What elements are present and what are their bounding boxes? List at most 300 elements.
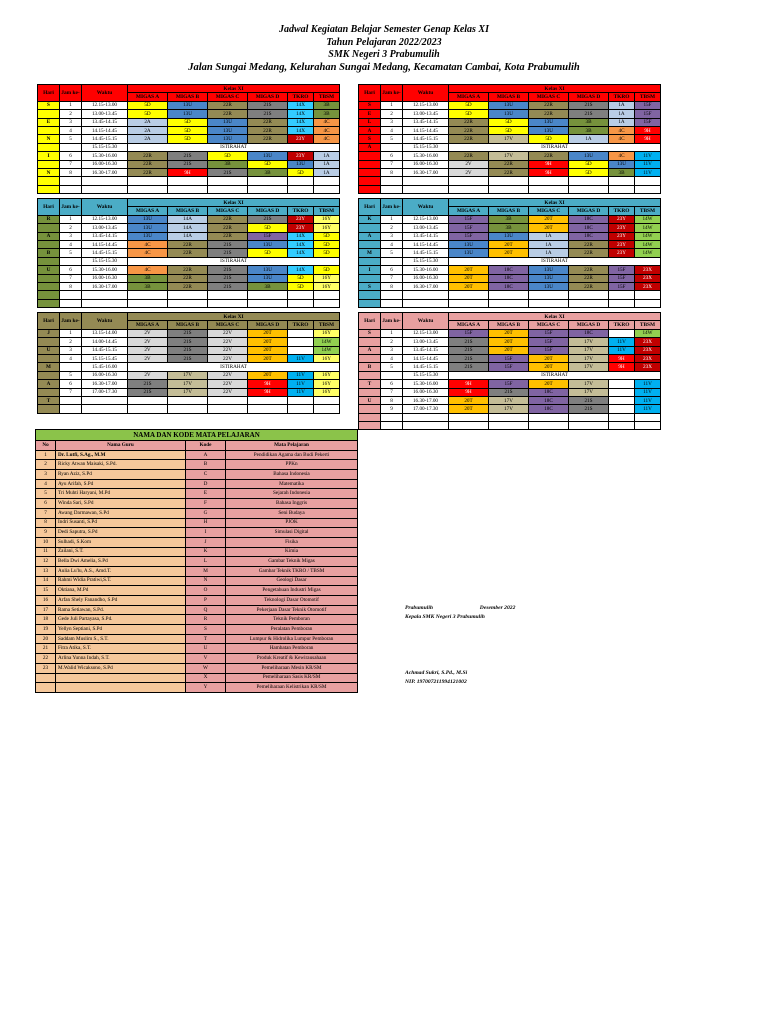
waktu-cell: 13.15-14.00: [82, 329, 128, 337]
head-class: MIGAS C: [529, 321, 569, 329]
subject-cell: 20T: [529, 354, 569, 362]
subject-cell: 14W: [635, 224, 661, 232]
subject-cell: 9H: [529, 168, 569, 176]
reference-mapel: Pendidikan Agama dan Budi Pekerti: [226, 450, 358, 460]
reference-mapel: Pekerjaan Dasar Teknik Otomotif: [226, 605, 358, 615]
reference-no: 5: [36, 489, 56, 499]
day-letter: [359, 168, 381, 176]
jam-cell: 7: [381, 388, 403, 396]
empty-cell: [288, 291, 314, 299]
empty-cell: [314, 185, 340, 193]
subject-cell: 23W: [288, 329, 314, 337]
reference-mapel: Sejarah Indonesia: [226, 489, 358, 499]
subject-cell: 4C: [128, 240, 168, 248]
subject-cell: 17V: [569, 338, 609, 346]
subject-cell: 22R: [168, 266, 208, 274]
jam-cell: 1: [60, 101, 82, 109]
subject-cell: 22R: [128, 152, 168, 160]
subject-cell: 20T: [449, 396, 489, 404]
reference-mapel: Pengetahuan Industri Migas: [226, 586, 358, 596]
empty-cell: [529, 291, 569, 299]
jam-cell: 7: [60, 160, 82, 168]
subject-cell: 9H: [168, 168, 208, 176]
empty-row: [38, 185, 340, 193]
subject-cell: 16Y: [314, 380, 340, 388]
subject-cell: 9H: [609, 354, 635, 362]
schedule-row: [38, 135, 340, 143]
subject-cell: 14W: [635, 329, 661, 337]
schedule-row: [359, 363, 661, 371]
subject-cell: 20T: [248, 371, 288, 379]
subject-cell: 11V: [635, 160, 661, 168]
head-jam: Jam ke-: [381, 199, 403, 216]
empty-cell: [128, 185, 168, 193]
reference-no: 10: [36, 537, 56, 547]
subject-cell: 1A: [314, 168, 340, 176]
reference-nama: Tri Muhti Haryani, M.Pd: [56, 489, 186, 499]
subject-cell: 9H: [529, 160, 569, 168]
jam-cell: 6: [60, 152, 82, 160]
waktu-cell: 15.30-16.00: [403, 380, 449, 388]
subject-cell: 21S: [569, 101, 609, 109]
subject-cell: 16Y: [314, 215, 340, 223]
waktu-cell: 12.15-13.00: [403, 329, 449, 337]
teacher-subject-table: [35, 429, 358, 693]
empty-cell: [449, 291, 489, 299]
subject-cell: 22R: [489, 160, 529, 168]
reference-mapel: Pemeliharaan Kelistrikan KR/SM: [226, 683, 358, 693]
head-class: TKRO: [288, 321, 314, 329]
subject-cell: 22R: [529, 152, 569, 160]
reference-kode: Y: [186, 683, 226, 693]
subject-cell: 22R: [248, 135, 288, 143]
subject-cell: 4C: [609, 126, 635, 134]
empty-cell: [529, 422, 569, 430]
empty-cell: [208, 291, 248, 299]
schedule-row: [359, 126, 661, 134]
schedule-row: [38, 346, 340, 354]
jam-cell: 1: [381, 329, 403, 337]
subject-cell: 13U: [208, 135, 248, 143]
subject-cell: 1A: [609, 118, 635, 126]
subject-cell: 11V: [635, 405, 661, 413]
day-letter: [359, 224, 381, 232]
reference-no: 3: [36, 470, 56, 480]
jam-cell: 3: [60, 346, 82, 354]
reference-row: [36, 634, 358, 644]
subject-cell: 21S: [248, 215, 288, 223]
subject-cell: 22R: [449, 135, 489, 143]
empty-cell: [82, 396, 128, 404]
jam-cell: 4: [60, 126, 82, 134]
reference-no: 7: [36, 508, 56, 518]
empty-cell: [60, 396, 82, 404]
empty-row: [38, 396, 340, 404]
istirahat-label: ISTIRAHAT: [449, 371, 661, 379]
head-class: MIGAS B: [168, 93, 208, 101]
subject-cell: 14X: [288, 249, 314, 257]
subject-cell: 5D: [569, 168, 609, 176]
schedule-row: [359, 152, 661, 160]
reference-kode: B: [186, 460, 226, 470]
reference-mapel: Teknologi Dasar Otomotif: [226, 596, 358, 606]
subject-cell: 5D: [569, 160, 609, 168]
subject-cell: 17V: [569, 363, 609, 371]
jam-cell: 2: [381, 110, 403, 118]
head-hari: Hari: [38, 313, 60, 330]
head-class: MIGAS A: [449, 207, 489, 215]
reference-nama: Saddam Muslim S., S.T.: [56, 634, 186, 644]
subject-cell: 5D: [168, 118, 208, 126]
reference-mapel: Pemeliharaan Sasis KR/SM: [226, 673, 358, 683]
reference-kode: H: [186, 518, 226, 528]
empty-cell: [403, 291, 449, 299]
istirahat-label: ISTIRAHAT: [128, 143, 340, 151]
subject-cell: 14W: [314, 338, 340, 346]
subject-cell: 21S: [489, 388, 529, 396]
empty-cell: [248, 299, 288, 307]
subject-cell: 20T: [449, 282, 489, 290]
subject-cell: 23Y: [288, 135, 314, 143]
schedule-row: [38, 249, 340, 257]
reference-head-kode: Kode: [186, 441, 226, 451]
subject-cell: 13U: [529, 118, 569, 126]
jam-cell: 5: [60, 249, 82, 257]
jam-cell: 6: [60, 266, 82, 274]
waktu-cell: 12.15-13.00: [403, 101, 449, 109]
subject-cell: 15F: [489, 354, 529, 362]
subject-cell: 13U: [569, 152, 609, 160]
jam-cell: [381, 371, 403, 379]
subject-cell: 23Y: [609, 224, 635, 232]
head-class: MIGAS B: [168, 321, 208, 329]
reference-mapel: Geologi Dasar: [226, 576, 358, 586]
schedule-row: [38, 215, 340, 223]
empty-cell: [248, 291, 288, 299]
empty-cell: [381, 185, 403, 193]
subject-cell: 22R: [569, 282, 609, 290]
subject-cell: 15F: [489, 363, 529, 371]
day-letter: R: [38, 215, 60, 223]
reference-row: [36, 547, 358, 557]
day-letter: U: [38, 266, 60, 274]
schedule-row: [359, 160, 661, 168]
empty-cell: [635, 422, 661, 430]
empty-cell: [314, 177, 340, 185]
reference-row: [36, 508, 358, 518]
subject-cell: 20T: [489, 240, 529, 248]
empty-cell: [569, 291, 609, 299]
subject-cell: 18C: [569, 224, 609, 232]
subject-cell: 13U: [128, 224, 168, 232]
subject-cell: 21S: [208, 266, 248, 274]
reference-kode: X: [186, 673, 226, 683]
break-row: [38, 257, 340, 265]
subject-cell: 17V: [569, 388, 609, 396]
istirahat-label: ISTIRAHAT: [449, 257, 661, 265]
subject-cell: 17V: [168, 380, 208, 388]
subject-cell: 20T: [529, 215, 569, 223]
head-kelas: Kelas XI: [128, 199, 340, 207]
reference-kode: T: [186, 634, 226, 644]
subject-cell: 22R: [208, 110, 248, 118]
waktu-cell: 14.45-15.15: [403, 249, 449, 257]
head-waktu: Waktu: [82, 85, 128, 102]
istirahat-label: ISTIRAHAT: [128, 257, 340, 265]
istirahat-label: ISTIRAHAT: [128, 363, 340, 371]
jam-cell: 8: [381, 168, 403, 176]
head-kelas: Kelas XI: [449, 85, 661, 93]
jam-cell: 8: [381, 282, 403, 290]
empty-cell: [168, 185, 208, 193]
empty-cell: [609, 177, 635, 185]
reference-row: [36, 683, 358, 693]
schedule-row: [38, 354, 340, 362]
schedule-senin: [37, 84, 340, 194]
subject-cell: 13U: [529, 274, 569, 282]
subject-cell: 2V: [449, 168, 489, 176]
empty-cell: [314, 291, 340, 299]
reference-row: [36, 499, 358, 509]
jam-cell: 2: [60, 110, 82, 118]
head-class: MIGAS C: [529, 207, 569, 215]
day-letter: [359, 185, 381, 193]
subject-cell: 5D: [314, 240, 340, 248]
day-letter: B: [359, 363, 381, 371]
empty-cell: [609, 299, 635, 307]
subject-cell: 11V: [635, 396, 661, 404]
document-header: [0, 24, 768, 74]
subject-cell: 20T: [449, 405, 489, 413]
head-kelas: Kelas XI: [128, 85, 340, 93]
subject-cell: 21S: [569, 396, 609, 404]
head-class: MIGAS D: [569, 93, 609, 101]
subject-cell: 13U: [208, 126, 248, 134]
reference-no: 15: [36, 586, 56, 596]
subject-cell: 21S: [449, 338, 489, 346]
waktu-cell: 15.15-15.30: [403, 257, 449, 265]
empty-cell: [208, 299, 248, 307]
head-class: TBSM: [635, 93, 661, 101]
empty-cell: [529, 185, 569, 193]
subject-cell: 23X: [635, 274, 661, 282]
subject-cell: 16Y: [314, 371, 340, 379]
jam-cell: [60, 143, 82, 151]
subject-cell: 20T: [489, 338, 529, 346]
empty-cell: [609, 422, 635, 430]
empty-row: [38, 299, 340, 307]
waktu-cell: 12.15-13.00: [82, 215, 128, 223]
schedule-row: [38, 388, 340, 396]
schedule-row: [38, 160, 340, 168]
subject-cell: 21S: [168, 354, 208, 362]
day-letter: S: [359, 135, 381, 143]
header-year: Tahun Pelajaran 2022/2023: [326, 36, 442, 48]
waktu-cell: 12.15-13.00: [82, 101, 128, 109]
day-letter: B: [38, 249, 60, 257]
subject-cell: 14X: [288, 240, 314, 248]
subject-cell: 5D: [529, 135, 569, 143]
reference-mapel: Lumpur & Hidrolika Lumpur Pemboran: [226, 634, 358, 644]
empty-cell: [569, 299, 609, 307]
subject-cell: 5D: [248, 160, 288, 168]
jam-cell: 1: [381, 101, 403, 109]
waktu-cell: 13.00-13.45: [403, 110, 449, 118]
empty-cell: [314, 299, 340, 307]
day-letter: [38, 338, 60, 346]
subject-cell: 15F: [529, 338, 569, 346]
reference-no: 22: [36, 654, 56, 664]
empty-cell: [569, 177, 609, 185]
schedule-row: [359, 338, 661, 346]
subject-cell: 22R: [168, 249, 208, 257]
subject-cell: 21S: [449, 363, 489, 371]
schedule-row: [359, 329, 661, 337]
day-letter: S: [359, 329, 381, 337]
schedule-row: [38, 266, 340, 274]
day-letter: [359, 413, 381, 421]
day-letter: [38, 143, 60, 151]
jam-cell: 7: [381, 160, 403, 168]
empty-cell: [82, 291, 128, 299]
reference-row: [36, 460, 358, 470]
day-letter: [38, 299, 60, 307]
waktu-cell: 15.15-15.30: [82, 257, 128, 265]
subject-cell: 21S: [128, 380, 168, 388]
schedule-row: [359, 249, 661, 257]
subject-cell: 5D: [449, 110, 489, 118]
break-row: [359, 143, 661, 151]
jam-cell: 6: [381, 380, 403, 388]
empty-row: [38, 405, 340, 413]
head-waktu: Waktu: [82, 313, 128, 330]
subject-cell: 22R: [569, 266, 609, 274]
subject-cell: 11V: [288, 371, 314, 379]
break-row: [38, 143, 340, 151]
empty-cell: [208, 185, 248, 193]
break-row: [359, 257, 661, 265]
head-kelas: Kelas XI: [449, 199, 661, 207]
jam-cell: 2: [381, 338, 403, 346]
head-class: MIGAS D: [248, 321, 288, 329]
jam-cell: 3: [381, 232, 403, 240]
subject-cell: 23W: [609, 329, 635, 337]
empty-cell: [635, 299, 661, 307]
schedule-row: [38, 380, 340, 388]
subject-cell: 20T: [248, 338, 288, 346]
subject-cell: 13U: [208, 118, 248, 126]
reference-row: [36, 537, 358, 547]
subject-cell: 22V: [208, 371, 248, 379]
empty-row: [38, 177, 340, 185]
subject-cell: 15F: [449, 329, 489, 337]
schedule-row: [38, 224, 340, 232]
subject-cell: 13U: [248, 266, 288, 274]
waktu-cell: 16.00-16.30: [82, 371, 128, 379]
subject-cell: 18C: [529, 405, 569, 413]
empty-cell: [489, 177, 529, 185]
empty-cell: [489, 299, 529, 307]
subject-cell: 14X: [288, 118, 314, 126]
schedule-row: [38, 232, 340, 240]
subject-cell: 20T: [449, 274, 489, 282]
empty-cell: [403, 422, 449, 430]
reference-kode: N: [186, 576, 226, 586]
day-letter: A: [359, 346, 381, 354]
subject-cell: 23W: [609, 396, 635, 404]
reference-kode: K: [186, 547, 226, 557]
jam-cell: 1: [381, 215, 403, 223]
subject-cell: 18C: [529, 396, 569, 404]
reference-nama: Winda Sari, S.Pd: [56, 499, 186, 509]
subject-cell: 22R: [208, 224, 248, 232]
reference-mapel: Gambar Teknik Migas: [226, 557, 358, 567]
day-letter: [359, 405, 381, 413]
waktu-cell: 17.00-17.30: [82, 388, 128, 396]
reference-kode: J: [186, 537, 226, 547]
day-letter: [359, 274, 381, 282]
reference-row: [36, 450, 358, 460]
subject-cell: 9H: [635, 126, 661, 134]
schedule-row: [38, 110, 340, 118]
waktu-cell: 14.45-15.15: [403, 135, 449, 143]
empty-cell: [403, 177, 449, 185]
schedule-row: [359, 346, 661, 354]
head-class: TKRO: [609, 207, 635, 215]
subject-cell: 15F: [248, 232, 288, 240]
day-letter: [359, 240, 381, 248]
reference-kode: I: [186, 528, 226, 538]
subject-cell: 11V: [288, 354, 314, 362]
reference-no: 12: [36, 557, 56, 567]
schedule-rabu: [37, 198, 340, 308]
head-hari: Hari: [359, 313, 381, 330]
subject-cell: 15F: [529, 329, 569, 337]
day-letter: E: [359, 110, 381, 118]
subject-cell: 17V: [168, 371, 208, 379]
subject-cell: 22R: [248, 126, 288, 134]
head-class: MIGAS B: [489, 93, 529, 101]
subject-cell: 22R: [449, 152, 489, 160]
day-letter: U: [359, 396, 381, 404]
reference-nama: Bella Dwi Amelia, S.Pd: [56, 557, 186, 567]
head-jam: Jam ke-: [60, 199, 82, 216]
day-letter: I: [38, 152, 60, 160]
subject-cell: 21S: [248, 101, 288, 109]
jam-cell: 7: [381, 274, 403, 282]
signature-name: Achmad Sukri, S.Pd., M.Si: [405, 670, 468, 676]
empty-row: [359, 291, 661, 299]
day-letter: [359, 299, 381, 307]
reference-no: 14: [36, 576, 56, 586]
subject-cell: 3B: [314, 110, 340, 118]
signature-date: Desember 2022: [479, 605, 516, 611]
schedule-row: [359, 282, 661, 290]
empty-cell: [529, 177, 569, 185]
reference-no: 11: [36, 547, 56, 557]
subject-cell: 22R: [208, 232, 248, 240]
schedule-row: [359, 266, 661, 274]
reference-row: [36, 673, 358, 683]
subject-cell: 20T: [529, 224, 569, 232]
subject-cell: 15F: [609, 282, 635, 290]
head-class: MIGAS B: [489, 321, 529, 329]
empty-cell: [609, 291, 635, 299]
waktu-cell: 16.00-16.30: [403, 160, 449, 168]
subject-cell: 22V: [208, 338, 248, 346]
subject-cell: 14X: [288, 110, 314, 118]
head-waktu: Waktu: [82, 199, 128, 216]
